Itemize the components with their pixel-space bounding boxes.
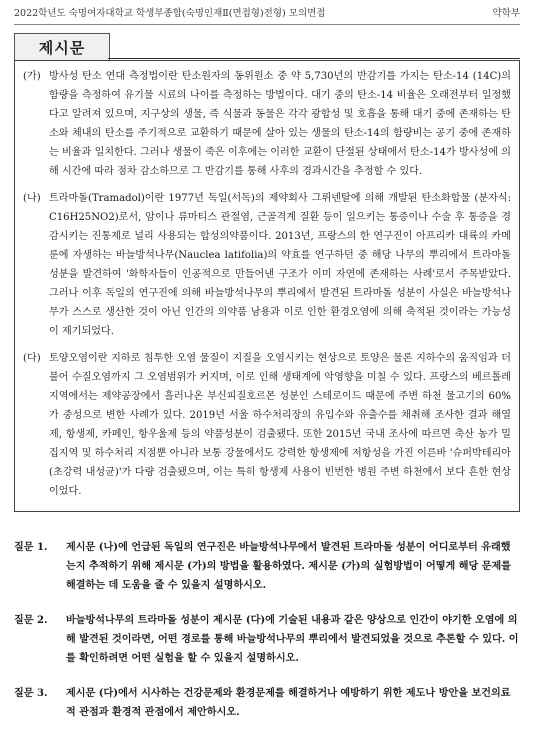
passages-box <box>14 60 520 512</box>
passage-na <box>23 189 511 341</box>
question-text: 제시문 (다)에서 시사하는 건강문제와 환경문제를 해결하거나 예방하기 위한 제도나 방안을 보건의료적 관점과 환경적 관점에서 제안하시오. <box>66 688 511 718</box>
header-rule <box>14 24 520 25</box>
question-text: 바늘방석나무의 트라마돌 성분이 제시문 (다)에 기술된 내용과 같은 양상으로 인간이 야기한 오염에 의해 발견된 것이라면, 어떤 경로를 통해 바늘방석나무의 뿌리에서 발견되었을 것으로 추론할 수 있다. 이를 확인하려면 어떤 실험을 할 수 있을지 설명하시오. <box>66 615 519 664</box>
question-label: 질문 2. <box>14 615 48 626</box>
passage-text: 토양오염이란 지하로 침투한 오염 물질이 지질을 오염시키는 현상으로 토양은 물론 지하수의 움직임과 더불어 수질오염까지 그 오염범위가 커지며, 이로 인해 생태계에 악영향을 미칠 수 있다. 프랑스의 베르톨레 지역에서는 제약공장에서 흘러나온 부신피질호르몬 성분인 스테로이드 때문에 주변 하천 물고기의 60%가 중성으로 변한 사례가 있다. 2019년 서울 하수처리장의 유입수와 유출수를 채취해 조사한 결과 해열제, 항생제, 카페인, 항우울제 등의 약품성분이 검출됐다. 또한 2015년 국내 조사에 따르면 축산 농가 밀집지역 및 하수처리 지점뿐 아니라 보통 강물에서도 강력한 항생제에 저항성을 가진 이른바 '슈퍼박테리아(초강력 내성균)'가 다량 검출됐으며, 이는 특히 항생제 사용이 빈번한 병원 주변 하천에서 보다 흔한 현상이었다. <box>49 353 511 497</box>
questions <box>14 538 520 738</box>
passage-label: (나) <box>23 193 41 204</box>
passage-text: 트라마돌(Tramadol)이란 1977년 독일(서독)의 제약회사 그뤼넨탈에 의해 개발된 탄소화합물 (분자식: C16H25NO2)로서, 암이나 류마티스 관절염, 근골격계 질환 등이 일으키는 통증이나 수술 후 통증을 경감시키는 진통제로 널리 사용되는 합성의약품이다. 2013년, 프랑스의 한 연구진이 아프리카 대륙의 카메룬에 자생하는 바늘방석나무(Nauclea latifolia)의 약효를 연구하던 중 해당 나무의 뿌리에서 트라마돌 성분을 발견하여 '화학자들이 인공적으로 만들어낸 구조가 이미 자연에 존재하는 사례'로서 주목받았다. 그러나 이후 독일의 연구진에 의해 바늘방석나무의 뿌리에서 발견된 트라마돌 성분이 사실은 바늘방석나무가 스스로 생산한 것이 아닌 인간의 의약품 남용과 이로 인한 환경오염에 의해 축적된 것이라는 가능성이 제기되었다. <box>49 193 511 337</box>
question-2 <box>14 611 520 668</box>
question-3 <box>14 684 520 722</box>
question-label: 질문 1. <box>14 542 48 553</box>
title-rule <box>108 58 520 59</box>
passage-label: (가) <box>23 71 41 82</box>
question-1 <box>14 538 520 595</box>
header-right: 약학부 <box>492 8 520 19</box>
passage-label: (다) <box>23 353 41 364</box>
question-text: 제시문 (나)에 언급된 독일의 연구진은 바늘방석나무에서 발견된 트라마돌 성분이 어디로부터 유래했는지 추적하기 위해 제시문 (가)의 방법을 활용하였다. 제시문 (가)의 실험방법이 어떻게 해당 문제를 해결하는 데 도움을 줄 수 있을지 설명하시오. <box>66 542 512 591</box>
section-title: 제시문 <box>14 33 110 61</box>
header-left: 2022학년도 숙명여자대학교 학생부종합(숙명인재Ⅱ(면접형)전형) 모의면접 <box>14 8 326 19</box>
passage-text: 방사성 탄소 연대 측정법이란 탄소원자의 동위원소 중 약 5,730년의 반감기를 가지는 탄소-14 (14C)의 함량을 측정하여 유기물 시료의 나이를 측정하는 방법이다. 대기 중의 탄소-14 비율은 오래전부터 일정했다고 알려져 있으며, 지구상의 생물, 즉 식물과 동물은 각각 광합성 및 호흡을 통해 대기 중에 존재하는 탄소와 체내의 탄소를 주기적으로 교환하기 때문에 살아 있는 생물의 탄소-14의 함량비는 공기 중에 존재하는 비율과 일치한다. 그러나 생물이 죽은 이후에는 이러한 교환이 단절된 상태에서 탄소-14가 방사성에 의해 시간에 따라 점차 감소하므로 그 반감기를 통해 사후의 경과시간을 추정할 수 있다. <box>49 71 511 177</box>
page-header <box>14 0 520 24</box>
question-label: 질문 3. <box>14 688 48 699</box>
passage-da <box>23 349 511 501</box>
passage-ga <box>23 67 511 181</box>
